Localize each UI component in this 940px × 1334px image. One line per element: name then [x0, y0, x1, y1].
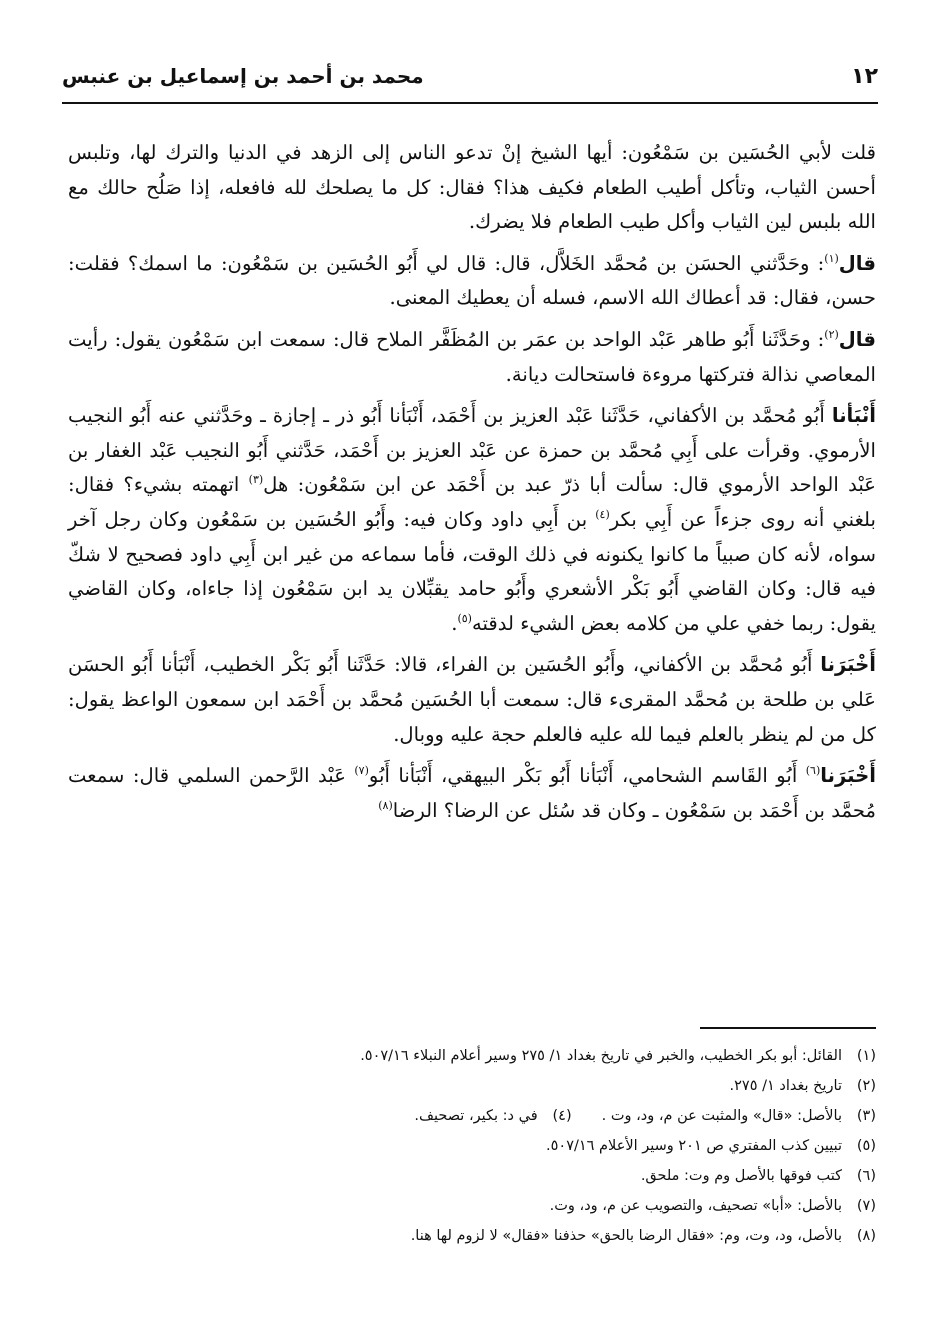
running-title: محمد بن أحمد بن إسماعيل بن عنبس	[62, 64, 424, 88]
paragraph-5	[68, 648, 876, 752]
page-header	[62, 60, 878, 100]
footnote-number: (٤)	[552, 1108, 572, 1124]
footnote-number: (٦)	[856, 1168, 876, 1184]
footnote-number: (١)	[856, 1048, 876, 1064]
paragraph-lead: أَخْبَرَنا	[820, 653, 876, 677]
paragraph-text: أَبُو مُحمَّد بن الأكفاني، حَدَّثَنا عَبْد العزيز بن أَحْمَد، أَنْبَأنا أَبُو ذر ـ إجازة ـ وحَدَّثني عنه أَبُو النجيب الأرموي. وقرأت على أَبِي مُحمَّد بن حمزة عن عَبْد العزيز بن أَحْمَد، حَدَّثني أَبُو النجيب عَبْد الغفار بن عَبْد الواحد الأرموي قال: سألت أبا ذرّ عبد بن أَحْمَد عن ابن سَمْعُون: هل	[68, 404, 876, 497]
footnote	[90, 1191, 876, 1221]
footnote-ref: (٢)	[824, 327, 839, 341]
footnote-text: تاريخ بغداد ١/ ٢٧٥.	[729, 1078, 842, 1094]
header-rule	[62, 102, 878, 104]
footnote-text: بالأصل: «أبا» تصحيف، والتصويب عن م، ود، وت.	[549, 1198, 842, 1214]
footnote-ref: (٤)	[595, 507, 610, 521]
paragraph-text: .	[451, 611, 458, 635]
paragraph-4	[68, 399, 876, 641]
paragraph-1: قلت لأبي الحُسَين بن سَمْعُون: أيها الشيخ إنْ تدعو الناس إلى الزهد في الدنيا والترك لها، وتلبس أحسن الثياب، وتأكل أطيب الطعام فكيف هذا؟ فقال: كل ما يصلحك لله فافعله، إذا صَلُح حالك مع الله بلبس لين الثياب وأكل طيب الطعام فلا يضرك.	[68, 141, 876, 234]
footnote-rule	[700, 1027, 876, 1029]
footnote-ref: (٣)	[248, 473, 264, 487]
footnote	[90, 1221, 876, 1251]
footnote-ref: (٧)	[354, 764, 369, 778]
footnote-ref: (٥)	[457, 611, 472, 625]
paragraph-text: : وحَدَّثَنا أَبُو طاهر عَبْد الواحد بن عمَر بن المُظَفَّر الملاح قال: سمعت ابن سَمْعُون يقول: رأيت المعاصي نذالة فتركتها مروءة فاستحالت ديانة.	[68, 327, 876, 386]
footnote-text: كتب فوقها بالأصل وم وت: ملحق.	[640, 1168, 842, 1184]
paragraph-6	[68, 759, 876, 828]
paragraph-lead: أَخْبَرَنا	[820, 764, 877, 788]
footnote	[90, 1101, 876, 1131]
footnotes	[90, 1041, 876, 1251]
footnote-number: (٣)	[856, 1108, 876, 1124]
footnote-number: (٨)	[856, 1228, 876, 1244]
footnote-ref: (٦)	[805, 764, 821, 778]
footnote-text: في د: بكير، تصحيف.	[414, 1108, 538, 1124]
main-text	[68, 136, 876, 835]
paragraph-3	[68, 323, 876, 392]
paragraph-lead: قال	[838, 327, 876, 351]
footnote	[90, 1161, 876, 1191]
footnote-ref: (١)	[824, 251, 839, 265]
footnote-text: بالأصل: «قال» والمثبت عن م، ود، وت .	[601, 1108, 842, 1124]
page-number: ١٢	[851, 64, 878, 89]
footnote	[90, 1131, 876, 1161]
paragraph-text: بن أَبِي داود وكان فيه: وأَبُو الحُسَين بن سَمْعُون وكان رجل آخر سواه، لأنه كان صبياً ما كانوا يكنونه في ذلك الوقت، فأما سماعه من غير ابن أَبِي داود فصحيح لا شكّ فيه قال: وكان القاضي أَبُو بَكْر الأشعري وأَبُو حامد يقبِّلان يد ابن سَمْعُون إذا جاءاه، وكان القاضي يقول: ربما خفي علي من كلامه بعض الشيء لدقته	[68, 507, 876, 635]
footnote-text: بالأصل، ود، وت، وم: «فقال الرضا بالحق» حذفنا «فقال» لا لزوم لها هنا.	[410, 1228, 842, 1244]
footnote-number: (٢)	[856, 1078, 876, 1094]
paragraph-lead: قال	[838, 251, 876, 275]
paragraph-text: اتهمته بشيء؟ فقال: بلغني أنه روى جزءاً عن أَبِي بكر	[68, 473, 876, 531]
paragraph-2	[68, 247, 876, 316]
footnote	[90, 1071, 876, 1101]
paragraph-text: أَبُو مُحمَّد بن الأكفاني، وأَبُو الحُسَين بن الفراء، قالا: حَدَّثَنا أَبُو بَكْر الخطيب، أَنْبَأنا أَبُو الحسَن عَلي بن طلحة بن مُحمَّد المقرىء قال: سمعت أبا الحُسَين مُحمَّد بن أَحْمَد ابن سمعون الواعظ يقول: كل من لم ينظر بالعلم فيما لله عليه فالعلم حجة عليه ووبال.	[68, 653, 876, 746]
paragraph-text: : وحَدَّثني الحسَن بن مُحمَّد الخَلاَّل، قال: قال لي أَبُو الحُسَين بن سَمْعُون: ما اسمك؟ فقلت: حسن، فقال: قد أعطاك الله الاسم، فسله أن يعطيك المعنى.	[68, 251, 876, 310]
footnote-ref: (٨)	[378, 798, 393, 812]
paragraph-text: عَبْد الرَّحمن السلمي قال: سمعت مُحمَّد بن أَحْمَد بن سَمْعُون ـ وكان قد سُئل عن الرضا؟ الرضا	[68, 764, 876, 822]
footnote-number: (٧)	[856, 1198, 876, 1214]
paragraph-lead: أَنْبَأنا	[831, 404, 876, 428]
footnote-text: القائل: أبو بكر الخطيب، والخبر في تاريخ بغداد ١/ ٢٧٥ وسير أعلام النبلاء ٥٠٧/١٦.	[360, 1048, 842, 1064]
footnote	[90, 1041, 876, 1071]
footnote-number: (٥)	[856, 1138, 876, 1154]
footnote-text: تبيين كذب المفتري ص ٢٠١ وسير الأعلام ٥٠٧/١٦.	[546, 1138, 842, 1154]
paragraph-text: أَبُو القَاسم الشحامي، أَنْبَأنا أَبُو بَكْر البيهقي، أَنْبَأنا أَبُو	[368, 764, 806, 788]
